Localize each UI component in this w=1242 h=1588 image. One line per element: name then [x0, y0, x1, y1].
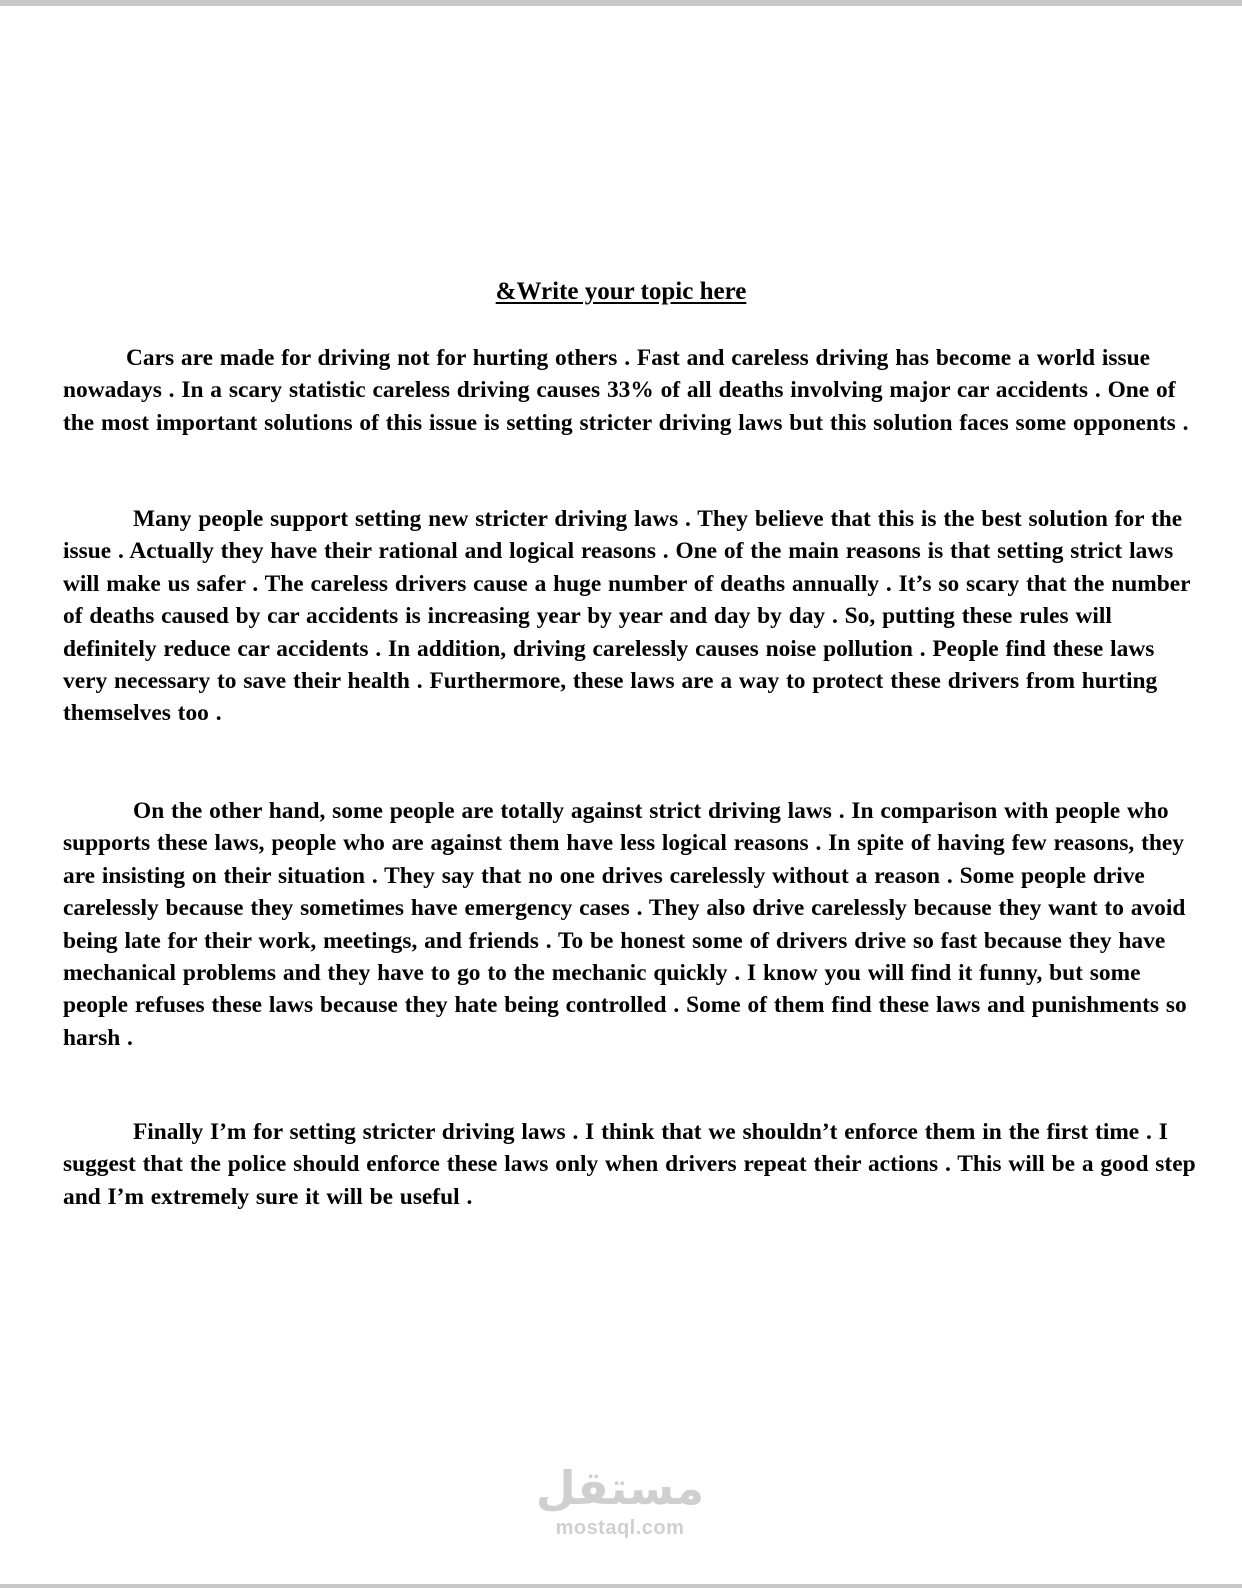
- paragraph-opponents: On the other hand, some people are totally against strict driving laws . In comparison with people who supports these laws, people who are against them have less logical reasons . In spite of having few reasons, they are insisting on their situation . They say that no one drives carelessly without a reason . Some people drive carelessly because they sometimes have emergency cases . They also drive carelessly because they want to avoid being late for their work, meetings, and friends . To be honest some of drivers drive so fast because they have mechanical problems and they have to go to the mechanic quickly . I know you will find it funny, but some people refuses these laws because they hate being controlled . Some of them find these laws and punishments so harsh .: [63, 798, 1187, 1051]
- paragraph-supporters: Many people support setting new stricter driving laws . They believe that this is the best solution for the issue . Actually they have their rational and logical reasons . One of the main reasons is that setting strict laws will make us safer . The careless drivers cause a huge number of deaths annually . It’s so scary that the number of deaths caused by car accidents is increasing year by year and day by day . So, putting these rules will definitely reduce car accidents . In addition, driving carelessly causes noise pollution . People find these laws very necessary to save their health . Furthermore, these laws are a way to protect these drivers from hurting themselves too .: [63, 506, 1191, 727]
- bottom-border: [0, 1584, 1242, 1588]
- document-title: &Write your topic here: [495, 278, 747, 305]
- top-border: [0, 0, 1242, 6]
- paragraph-introduction: Cars are made for driving not for hurting others . Fast and careless driving has become a world issue nowadays . In a scary statistic careless driving causes 33% of all deaths involving major car accidents . One of the most important solutions of this issue is setting stricter driving laws but this solution faces some opponents .: [63, 345, 1189, 436]
- mostaql-logo: مستقل: [535, 1461, 705, 1515]
- paragraph-conclusion: Finally I’m for setting stricter driving laws . I think that we shouldn’t enforce them in the first time . I suggest that the police should enforce these laws only when drivers repeat their actions . This will be a good step and I’m extremely sure it will be useful .: [63, 1119, 1196, 1210]
- watermark: [520, 1460, 720, 1560]
- watermark-domain: mostaql.com: [555, 1517, 685, 1539]
